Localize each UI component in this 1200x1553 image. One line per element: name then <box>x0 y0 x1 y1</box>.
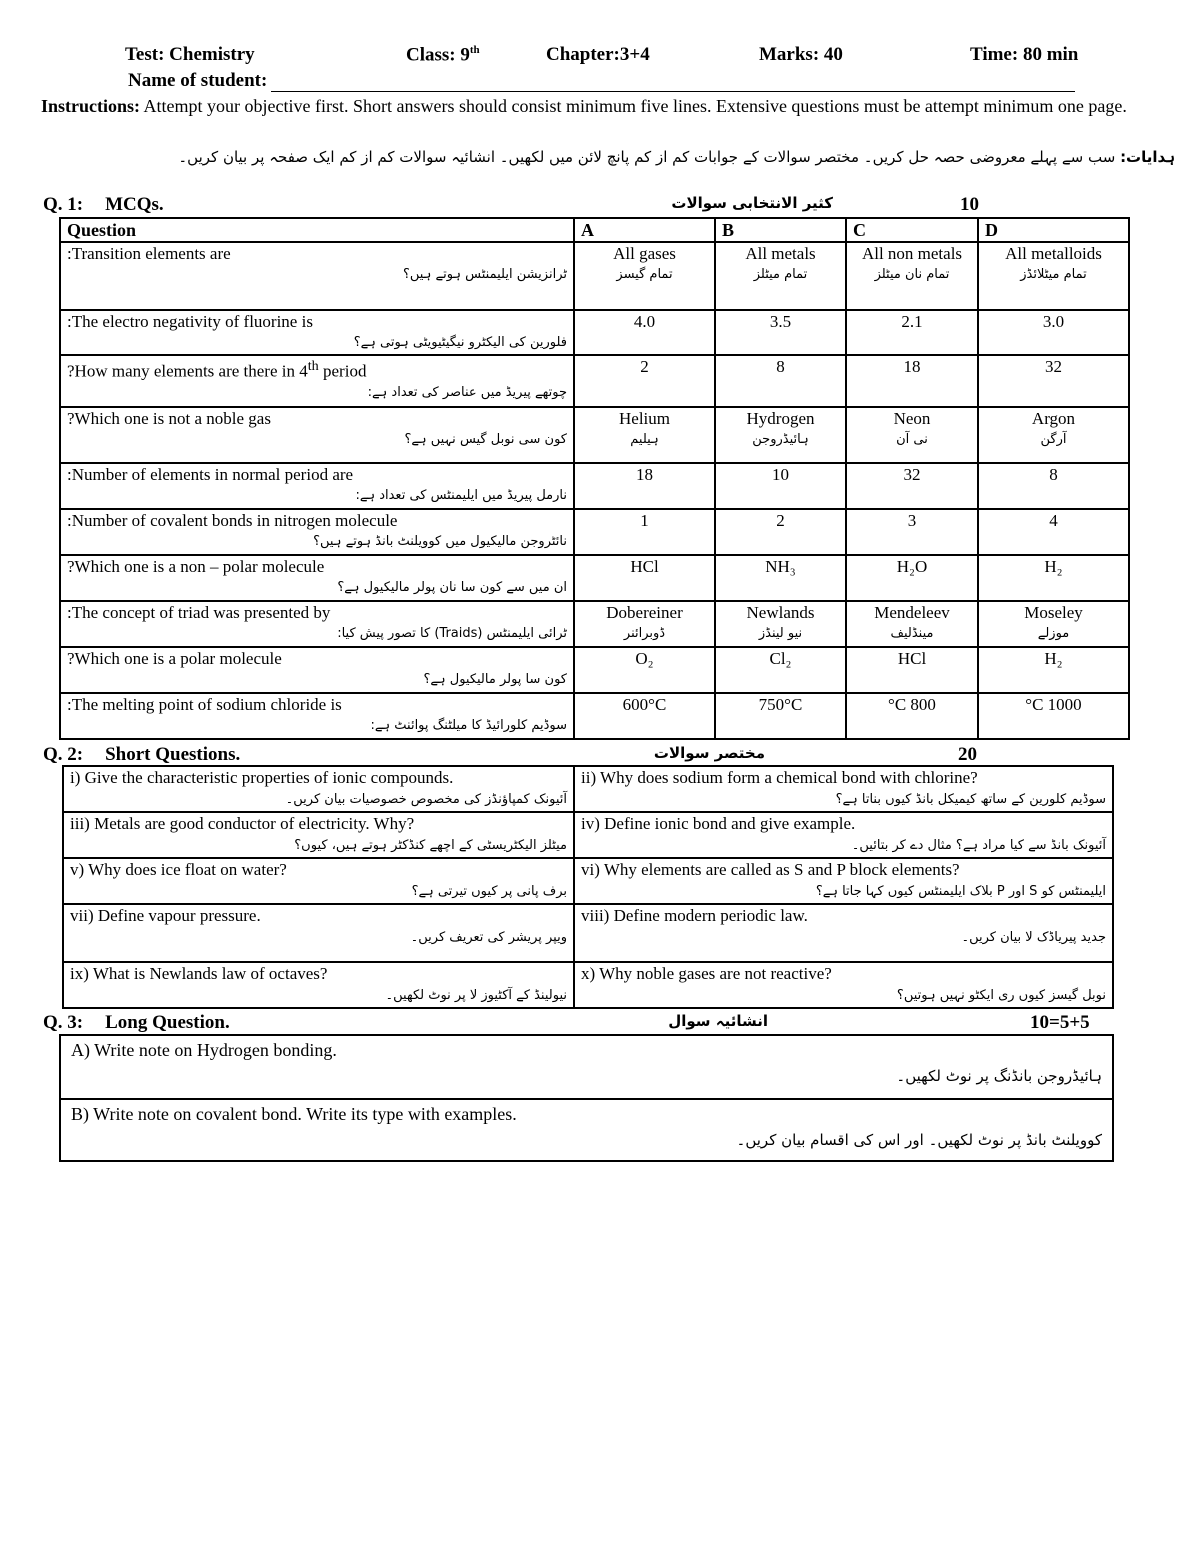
mcq-option-ur: آرگن <box>1040 432 1067 447</box>
short-question-row <box>63 904 1113 962</box>
mcq-option-D <box>978 407 1129 463</box>
q2-marks: 20 <box>958 744 977 765</box>
q3-marks: 10=5+5 <box>1030 1012 1090 1033</box>
q1-label: Q. 1: <box>43 194 84 215</box>
instructions-text: Attempt your objective first. Short answers should consist minimum five lines. Extensive questions must be attempt minimum one page. <box>140 96 1127 116</box>
short-question-cell <box>574 962 1113 1008</box>
mcq-option-A <box>574 693 715 739</box>
mcq-option-D <box>978 555 1129 601</box>
mcq-option-ur: تمام میٹلز <box>753 267 808 282</box>
mcq-question-en <box>67 356 567 382</box>
short-question-en: iii) Metals are good conductor of electricity. Why? <box>70 814 415 833</box>
short-question-cell <box>574 858 1113 904</box>
mcq-question-text: :The concept of triad was presented by <box>67 603 331 622</box>
mcq-question-cell <box>60 693 574 739</box>
mcq-question-cell <box>60 555 574 601</box>
mcq-option-A <box>574 242 715 310</box>
mcq-option-C <box>846 355 978 407</box>
mcq-option-en: HCl <box>897 649 927 668</box>
mcq-option-en: H₂ <box>1044 557 1063 576</box>
mcq-option-en: All gases <box>613 244 676 263</box>
mcq-option-en: 3.0 <box>1042 312 1065 331</box>
mcq-question-cell <box>60 601 574 647</box>
mcq-row <box>60 509 1129 555</box>
mcq-option-ur: تمام نان میٹلز <box>874 267 950 282</box>
mcq-option-en: HCl <box>630 557 659 576</box>
mcq-option-A <box>574 509 715 555</box>
mcq-question-en <box>67 464 567 485</box>
q2-urdu-title: مختصر سوالات <box>653 744 765 762</box>
long-question-ur: کوویلنٹ بانڈ پر نوٹ لکھیں۔ اور اس کی اقسام بیان کریں۔ <box>736 1131 1102 1149</box>
mcq-option-B <box>715 310 846 355</box>
mcq-question-ur: ان میں سے کون سا نان پولر مالیکیول ہے؟ <box>337 580 567 595</box>
short-question-row <box>63 962 1113 1008</box>
long-question-ur: ہائیڈروجن بانڈنگ پر نوٹ لکھیں۔ <box>896 1067 1102 1085</box>
mcq-option-D <box>978 242 1129 310</box>
short-question-cell <box>63 962 574 1008</box>
mcq-option-en: Newlands <box>746 603 815 622</box>
mcq-question-cell <box>60 647 574 693</box>
mcq-option-en: Hydrogen <box>746 409 815 428</box>
mcq-option-D <box>978 693 1129 739</box>
mcq-option-en: 32 <box>903 465 921 484</box>
mcq-option-en: 2.1 <box>901 312 923 331</box>
mcq-question-cell <box>60 463 574 509</box>
short-question-row <box>63 858 1113 904</box>
mcq-option-A <box>574 355 715 407</box>
mcq-col-header-1: A <box>574 218 715 242</box>
mcq-option-ur: تمام میٹلائڈز <box>1020 267 1087 282</box>
instructions-urdu-text: سب سے پہلے معروضی حصہ حل کریں۔ مختصر سوالات کے جوابات کم از کم پانچ لائن میں لکھیں۔ انشائیہ سوالات کم از کم ایک صفحہ پر بیان کریں۔ <box>178 148 1121 166</box>
short-question-cell <box>574 766 1113 812</box>
mcq-option-B <box>715 355 846 407</box>
short-question-cell <box>63 812 574 858</box>
instructions-label: Instructions: <box>41 96 141 116</box>
short-question-ur: آئیونک کمپاؤنڈز کی مخصوص خصوصیات بیان کریں۔ <box>285 792 567 807</box>
mcq-option-B <box>715 647 846 693</box>
student-name-label: Name of student: <box>128 70 268 91</box>
short-question-ur: سوڈیم کلورین کے ساتھ کیمیکل بانڈ کیوں بناتا ہے؟ <box>835 792 1106 807</box>
q3-urdu-title: انشائیہ سوال <box>668 1012 768 1030</box>
mcq-question-text: :Transition elements are <box>67 244 231 263</box>
mcq-row <box>60 601 1129 647</box>
chapter-label: Chapter:3+4 <box>546 44 650 65</box>
short-question-ur: میٹلز الیکٹریسٹی کے اچھے کنڈکٹر ہوتے ہیں، کیوں؟ <box>294 838 567 853</box>
mcq-question-ur: فلورین کی الیکٹرو نیگیٹیویٹی ہوتی ہے؟ <box>353 335 567 350</box>
mcq-option-en: Neon <box>893 409 931 428</box>
mcq-col-header-0: Question <box>60 218 574 242</box>
mcq-question-ur: کون سی نوبل گیس نہیں ہے؟ <box>404 432 567 447</box>
q1-urdu-title: کثیر الانتخابی سوالات <box>671 194 833 212</box>
mcq-option-en: 8 <box>1049 465 1058 484</box>
mcq-option-en: °C 800 <box>888 695 936 714</box>
mcq-question-ur: کون سا پولر مالیکیول ہے؟ <box>423 672 567 687</box>
q1-marks: 10 <box>960 194 979 215</box>
mcq-question-ur: سوڈیم کلورائیڈ کا میلٹنگ پوائنٹ ہے: <box>370 718 567 733</box>
short-question-en: iv) Define ionic bond and give example. <box>581 814 856 833</box>
mcq-option-en: 32 <box>1045 357 1062 376</box>
mcq-option-A <box>574 407 715 463</box>
mcq-option-D <box>978 647 1129 693</box>
mcq-row <box>60 407 1129 463</box>
mcq-question-text: :Number of covalent bonds in nitrogen molecule <box>67 511 398 530</box>
q3-title: Long Question. <box>105 1012 230 1033</box>
mcq-option-D <box>978 355 1129 407</box>
mcq-question-text: ?How many elements are there in 4 <box>67 361 308 381</box>
mcq-option-en: 600°C <box>622 695 667 714</box>
short-question-en: vii) Define vapour pressure. <box>70 906 261 925</box>
mcq-option-B <box>715 555 846 601</box>
student-name-row <box>128 70 1075 92</box>
mcq-option-A <box>574 310 715 355</box>
short-question-row <box>63 766 1113 812</box>
mcq-option-ur: مینڈلیف <box>890 626 934 641</box>
mcq-question-ur: ٹرانزیشن ایلیمنٹس ہوتے ہیں؟ <box>403 267 567 282</box>
mcq-option-en: Mendeleev <box>874 603 950 622</box>
mcq-option-en: H₂O <box>896 557 928 576</box>
mcq-option-D <box>978 463 1129 509</box>
short-question-row <box>63 812 1113 858</box>
mcq-option-C <box>846 555 978 601</box>
mcq-option-ur: ڈوبرائنر <box>623 626 666 641</box>
mcq-question-en <box>67 556 567 577</box>
short-question-ur: نوبل گیسز کیوں ری ایکٹو نہیں ہوتیں؟ <box>896 988 1106 1003</box>
short-question-ur: ایلیمنٹس کو S اور P بلاک ایلیمنٹس کیوں کہا جاتا ہے؟ <box>815 884 1106 899</box>
mcq-option-en: 10 <box>772 465 789 484</box>
long-question-row <box>60 1099 1113 1161</box>
short-question-ur: آئیونک بانڈ سے کیا مراد ہے؟ مثال دے کر بتائیں۔ <box>851 838 1106 853</box>
short-question-cell <box>574 904 1113 962</box>
short-question-cell <box>63 904 574 962</box>
short-question-cell <box>63 766 574 812</box>
long-question-cell <box>60 1099 1113 1161</box>
mcq-question-text: ?Which one is a non – polar molecule <box>67 557 325 576</box>
short-question-ur: نیولینڈ کے آکٹیوز لا پر نوٹ لکھیں۔ <box>385 988 567 1003</box>
long-question-row <box>60 1035 1113 1099</box>
mcq-header-row <box>60 218 1129 242</box>
mcq-option-en: 3 <box>907 511 917 530</box>
mcq-question-cell <box>60 310 574 355</box>
mcq-option-en: NH₃ <box>765 557 796 576</box>
mcq-option-en: 2 <box>776 511 785 530</box>
mcq-option-C <box>846 601 978 647</box>
mcq-question-text: :The melting point of sodium chloride is <box>67 695 342 714</box>
mcq-option-A <box>574 555 715 601</box>
mcq-col-header-3: C <box>846 218 978 242</box>
mcq-row <box>60 647 1129 693</box>
short-question-ur: برف پانی پر کیوں تیرتی ہے؟ <box>411 884 567 899</box>
mcq-question-ur: نارمل پیریڈ میں ایلیمنٹس کی تعداد ہے: <box>355 488 567 503</box>
long-questions-table <box>59 1034 1114 1162</box>
mcq-option-en: All non metals <box>861 244 963 263</box>
mcq-option-en: Argon <box>1031 409 1076 428</box>
mcq-option-en: 4.0 <box>633 312 656 331</box>
mcq-question-en <box>67 694 567 715</box>
short-questions-table <box>62 765 1114 1009</box>
q2-label: Q. 2: <box>43 744 84 765</box>
mcq-row <box>60 555 1129 601</box>
class-value: Class: 9 <box>406 44 470 66</box>
short-question-cell <box>63 858 574 904</box>
test-title: Test: Chemistry <box>125 44 255 65</box>
mcq-option-C <box>846 242 978 310</box>
mcq-option-B <box>715 601 846 647</box>
q3-heading <box>43 1012 1133 1036</box>
long-question-cell <box>60 1035 1113 1099</box>
mcq-question-text: :Number of elements in normal period are <box>67 465 354 484</box>
mcq-row <box>60 463 1129 509</box>
instructions <box>41 94 1171 119</box>
mcq-question-en <box>67 648 567 669</box>
mcq-row <box>60 310 1129 355</box>
q1-heading <box>43 194 1133 218</box>
mcq-option-D <box>978 509 1129 555</box>
mcq-option-B <box>715 463 846 509</box>
long-question-en: B) Write note on covalent bond. Write its type with examples. <box>71 1104 517 1124</box>
mcq-option-ur: نی آن <box>896 432 928 447</box>
mcq-option-ur: موزلے <box>1037 626 1070 641</box>
mcq-option-en: Helium <box>619 409 670 428</box>
mcq-question-en <box>67 311 567 332</box>
mcq-option-en: All metalloids <box>1005 244 1102 263</box>
mcq-question-en <box>67 510 567 531</box>
q2-title: Short Questions. <box>105 744 241 765</box>
student-name-blank <box>271 73 1075 92</box>
mcq-col-header-4: D <box>978 218 1129 242</box>
marks-label: Marks: 40 <box>759 44 843 65</box>
short-question-ur: جدید پیریاڈک لا بیان کریں۔ <box>961 930 1106 945</box>
mcq-option-ur: ہائیڈروجن <box>752 432 809 447</box>
mcq-option-en: 2 <box>640 357 649 376</box>
mcq-question-en <box>67 243 567 264</box>
mcq-option-en: 3.5 <box>769 312 792 331</box>
mcq-option-B <box>715 509 846 555</box>
mcq-row <box>60 355 1129 407</box>
mcq-option-C <box>846 463 978 509</box>
short-question-cell <box>574 812 1113 858</box>
mcq-table <box>59 217 1130 740</box>
mcq-question-cell <box>60 355 574 407</box>
mcq-option-en: O₂ <box>635 649 654 668</box>
mcq-option-en: 18 <box>903 357 921 376</box>
mcq-option-C <box>846 310 978 355</box>
mcq-option-en: Moseley <box>1024 603 1083 622</box>
instructions-urdu <box>41 145 1175 169</box>
mcq-option-ur: تمام گیسز <box>616 267 673 282</box>
mcq-option-en: Dobereiner <box>606 603 683 622</box>
short-question-en: vi) Why elements are called as S and P block elements? <box>581 860 960 879</box>
mcq-option-D <box>978 601 1129 647</box>
mcq-option-C <box>846 647 978 693</box>
short-question-en: x) Why noble gases are not reactive? <box>581 964 832 983</box>
short-question-en: ix) What is Newlands law of octaves? <box>70 964 328 983</box>
mcq-option-en: All metals <box>745 244 816 263</box>
mcq-option-B <box>715 693 846 739</box>
mcq-option-en: 18 <box>636 465 653 484</box>
mcq-option-en: 1 <box>640 511 649 530</box>
mcq-question-text-end: period <box>318 361 367 381</box>
time-label: Time: 80 min <box>970 44 1079 65</box>
mcq-option-C <box>846 693 978 739</box>
mcq-question-cell <box>60 509 574 555</box>
mcq-option-C <box>846 509 978 555</box>
mcq-question-ur: ٹرائی ایلیمنٹس (Traids) کا تصور پیش کیا: <box>337 626 567 641</box>
mcq-option-en: 750°C <box>758 695 803 714</box>
mcq-question-en <box>67 408 567 429</box>
short-question-en: ii) Why does sodium form a chemical bond with chlorine? <box>581 768 978 787</box>
mcq-question-en <box>67 602 567 623</box>
class-label <box>406 44 480 66</box>
mcq-option-en: Cl₂ <box>769 649 792 668</box>
mcq-question-cell <box>60 407 574 463</box>
mcq-option-A <box>574 601 715 647</box>
mcq-question-ur: چوتھے پیریڈ میں عناصر کی تعداد ہے: <box>367 384 567 400</box>
mcq-option-en: °C 1000 <box>1025 695 1082 714</box>
mcq-question-sup: th <box>307 358 319 374</box>
mcq-option-ur: نیو لینڈز <box>758 626 803 641</box>
mcq-question-ur: نائٹروجن مالیکیول میں کوویلنٹ بانڈ ہوتے ہیں؟ <box>313 534 567 549</box>
mcq-question-text: :The electro negativity of fluorine is <box>67 312 313 331</box>
mcq-option-B <box>715 242 846 310</box>
mcq-question-text: ?Which one is not a noble gas <box>67 409 271 428</box>
mcq-option-en: 4 <box>1049 511 1058 530</box>
short-question-ur: ویپر پریشر کی تعریف کریں۔ <box>410 930 567 945</box>
short-question-en: v) Why does ice float on water? <box>70 860 287 879</box>
q1-title: MCQs. <box>105 194 164 215</box>
mcq-row <box>60 693 1129 739</box>
instructions-urdu-label: ہدایات: <box>1120 148 1175 166</box>
mcq-option-A <box>574 463 715 509</box>
q3-label: Q. 3: <box>43 1012 84 1033</box>
mcq-question-cell <box>60 242 574 310</box>
mcq-option-en: 8 <box>776 357 785 376</box>
mcq-option-ur: ہیلیم <box>630 432 659 447</box>
mcq-question-text: ?Which one is a polar molecule <box>67 649 282 668</box>
class-superscript: th <box>469 44 480 56</box>
mcq-option-en: H₂ <box>1044 649 1063 668</box>
mcq-option-C <box>846 407 978 463</box>
mcq-option-A <box>574 647 715 693</box>
mcq-option-B <box>715 407 846 463</box>
short-question-en: i) Give the characteristic properties of ionic compounds. <box>70 768 454 787</box>
long-question-en: A) Write note on Hydrogen bonding. <box>71 1040 337 1060</box>
mcq-option-D <box>978 310 1129 355</box>
mcq-row <box>60 242 1129 310</box>
mcq-col-header-2: B <box>715 218 846 242</box>
short-question-en: viii) Define modern periodic law. <box>581 906 808 925</box>
